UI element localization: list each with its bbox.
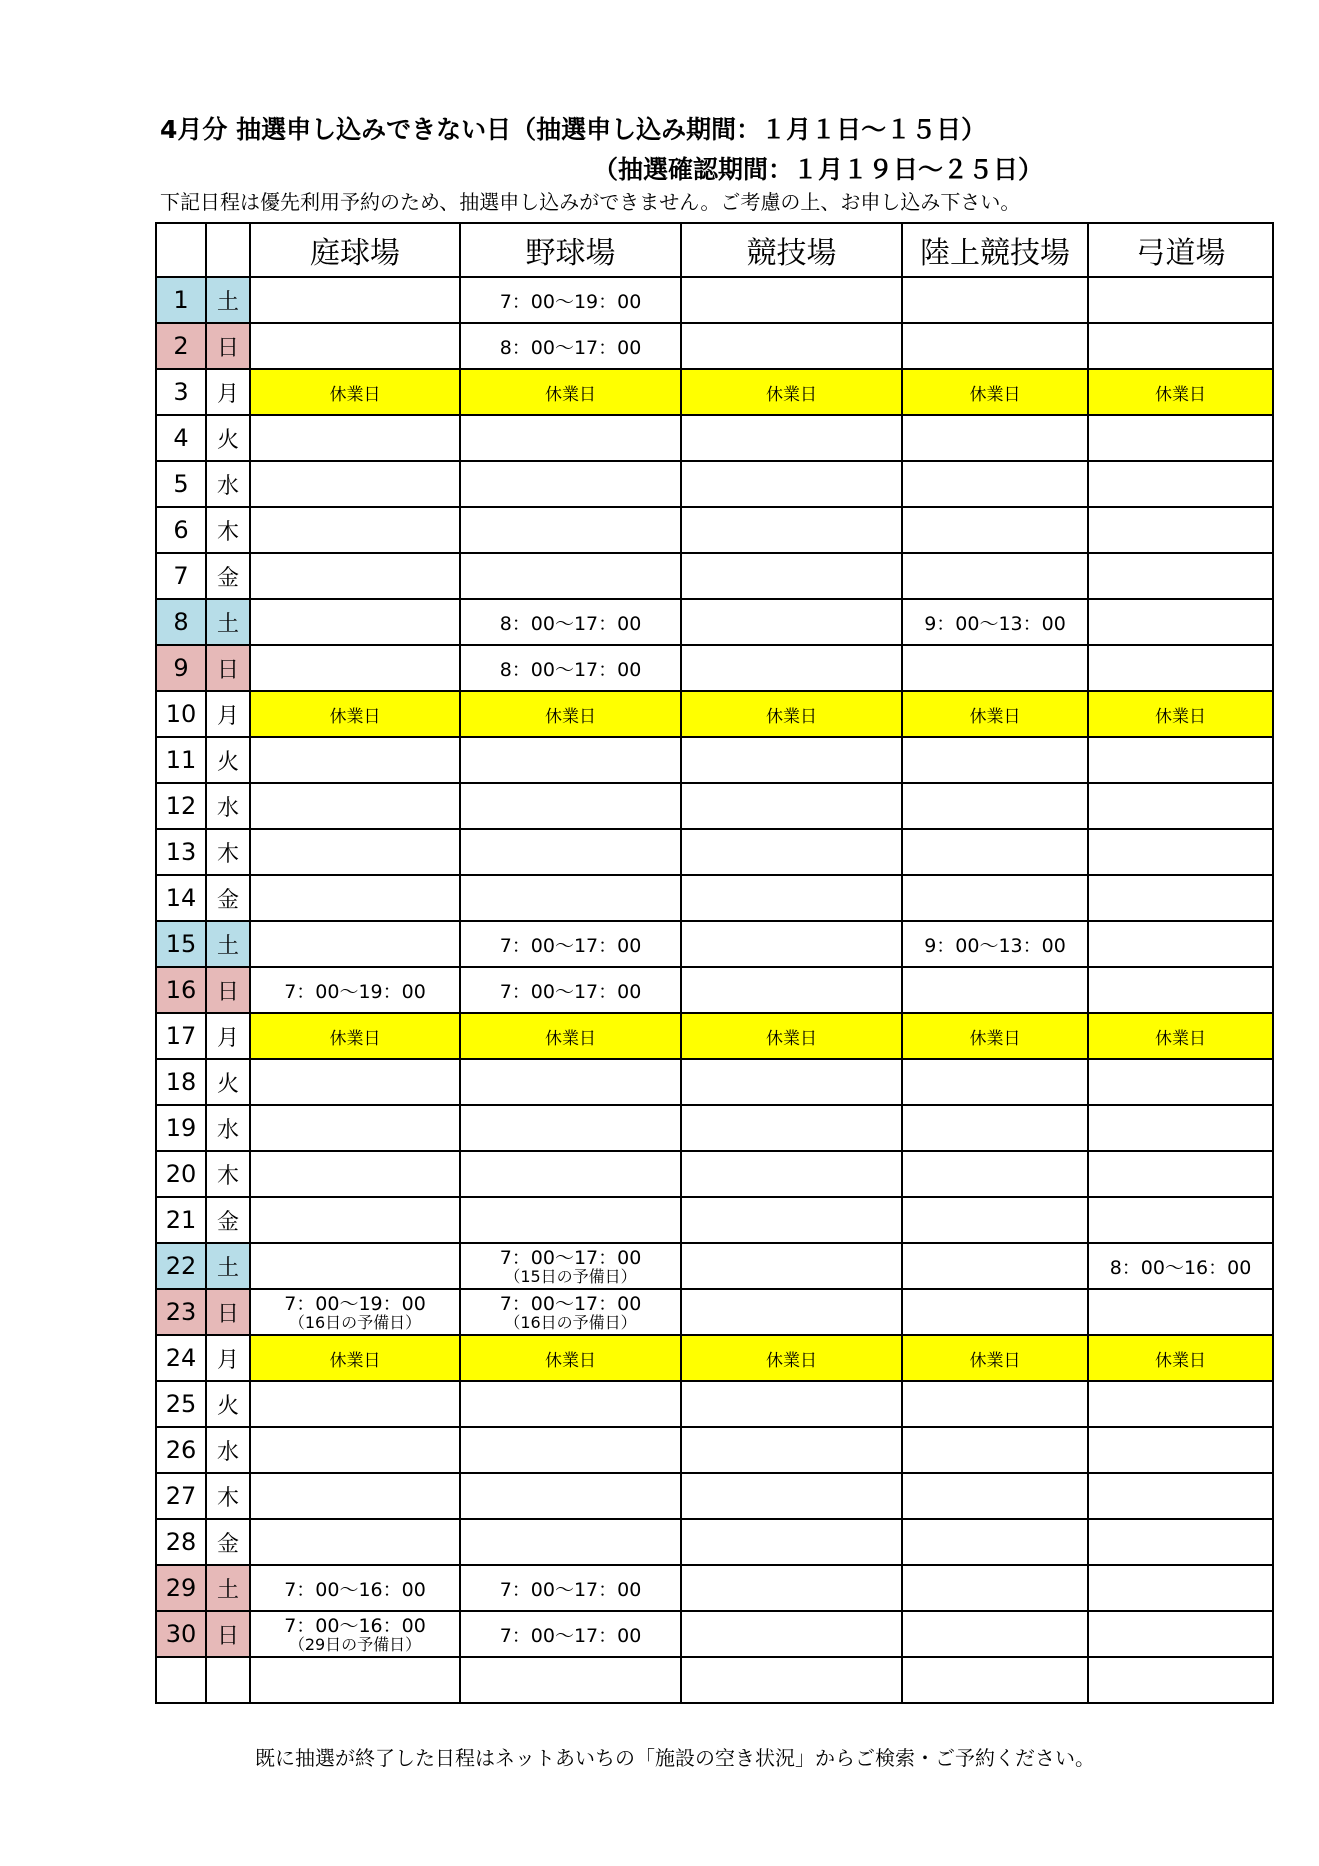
- schedule-cell: 7：00～19：00: [460, 277, 681, 323]
- schedule-cell: 7：00～17：00: [460, 967, 681, 1013]
- schedule-cell: [902, 461, 1088, 507]
- schedule-cell: [902, 829, 1088, 875]
- day-cell: 23: [156, 1289, 206, 1335]
- day-cell: 8: [156, 599, 206, 645]
- schedule-cell: [902, 967, 1088, 1013]
- schedule-cell: [681, 737, 902, 783]
- schedule-cell: 休業日: [460, 1335, 681, 1381]
- schedule-cell: 休業日: [681, 691, 902, 737]
- table-row: [156, 1519, 1273, 1565]
- schedule-cell: [902, 323, 1088, 369]
- page-title: 4月分 抽選申し込みできない日（抽選申し込み期間：１月１日～１５日）: [160, 115, 987, 144]
- schedule-cell: [1088, 461, 1273, 507]
- notice-text: 下記日程は優先利用予約のため、抽選申し込みができません。ご考慮の上、お申し込み下さい。: [160, 190, 1021, 214]
- schedule-cell: [681, 1197, 902, 1243]
- schedule-cell: [250, 921, 460, 967]
- schedule-cell: [250, 737, 460, 783]
- weekday-cell: 土: [206, 599, 250, 645]
- schedule-cell: [681, 875, 902, 921]
- table-row: [156, 1289, 1273, 1335]
- table-row: [156, 461, 1273, 507]
- schedule-cell: 休業日: [902, 369, 1088, 415]
- schedule-cell: [681, 829, 902, 875]
- schedule-cell: [902, 507, 1088, 553]
- schedule-cell: 休業日: [250, 1013, 460, 1059]
- header-stadium: 競技場: [681, 223, 902, 277]
- day-cell: 16: [156, 967, 206, 1013]
- schedule-cell: [460, 415, 681, 461]
- header-day: [156, 223, 206, 277]
- schedule-cell: [460, 783, 681, 829]
- schedule-cell: 休業日: [460, 1013, 681, 1059]
- table-row: [156, 691, 1273, 737]
- table-row: [156, 875, 1273, 921]
- schedule-cell: [250, 783, 460, 829]
- table-row: [156, 1565, 1273, 1611]
- schedule-cell: [1088, 829, 1273, 875]
- schedule-cell: [902, 1427, 1088, 1473]
- day-cell: 17: [156, 1013, 206, 1059]
- schedule-cell: [902, 277, 1088, 323]
- day-cell: 3: [156, 369, 206, 415]
- schedule-cell: [460, 1519, 681, 1565]
- weekday-cell: 日: [206, 1289, 250, 1335]
- day-cell: 1: [156, 277, 206, 323]
- schedule-cell: [1088, 553, 1273, 599]
- day-cell: 12: [156, 783, 206, 829]
- table-row: [156, 1611, 1273, 1657]
- schedule-cell: [902, 1611, 1088, 1657]
- weekday-cell: 月: [206, 1013, 250, 1059]
- schedule-cell: 8：00～17：00: [460, 323, 681, 369]
- day-cell: 11: [156, 737, 206, 783]
- schedule-cell: [902, 737, 1088, 783]
- table-row: [156, 783, 1273, 829]
- day-cell: 29: [156, 1565, 206, 1611]
- schedule-cell: [1088, 507, 1273, 553]
- schedule-cell: [681, 1151, 902, 1197]
- schedule-cell: [460, 875, 681, 921]
- schedule-cell: [681, 1657, 902, 1703]
- schedule-cell: 8：00～17：00: [460, 599, 681, 645]
- schedule-cell: 休業日: [1088, 1013, 1273, 1059]
- day-cell: 13: [156, 829, 206, 875]
- schedule-cell: [681, 1519, 902, 1565]
- weekday-cell: [206, 1657, 250, 1703]
- schedule-cell: [1088, 1381, 1273, 1427]
- header-row: [156, 223, 1273, 277]
- schedule-cell: [1088, 1519, 1273, 1565]
- schedule-cell: [250, 1519, 460, 1565]
- schedule-cell: [1088, 783, 1273, 829]
- schedule-cell: [460, 1105, 681, 1151]
- schedule-cell: 休業日: [460, 691, 681, 737]
- weekday-cell: 土: [206, 921, 250, 967]
- table-row: [156, 599, 1273, 645]
- schedule-cell: 休業日: [681, 1335, 902, 1381]
- schedule-cell: [681, 507, 902, 553]
- schedule-cell: [681, 645, 902, 691]
- table-row: [156, 1197, 1273, 1243]
- weekday-cell: 月: [206, 1335, 250, 1381]
- schedule-cell: [1088, 645, 1273, 691]
- schedule-cell: [250, 829, 460, 875]
- weekday-cell: 水: [206, 783, 250, 829]
- weekday-cell: 土: [206, 277, 250, 323]
- time-range: 7：00～17：00: [499, 1246, 642, 1269]
- schedule-cell: [1088, 875, 1273, 921]
- schedule-cell: [1088, 1657, 1273, 1703]
- reserve-day-note: （15日の予備日）: [504, 1266, 637, 1286]
- schedule-cell: [1088, 1427, 1273, 1473]
- day-cell: 22: [156, 1243, 206, 1289]
- schedule-cell: [1088, 277, 1273, 323]
- schedule-cell: [902, 783, 1088, 829]
- schedule-cell: [902, 1059, 1088, 1105]
- schedule-cell: 9：00～13：00: [902, 921, 1088, 967]
- schedule-cell: [681, 1381, 902, 1427]
- weekday-cell: 木: [206, 829, 250, 875]
- schedule-cell: [1088, 415, 1273, 461]
- time-range: 7：00～17：00: [499, 1292, 642, 1315]
- schedule-cell: [1088, 1473, 1273, 1519]
- schedule-cell: [681, 1059, 902, 1105]
- schedule-cell: [460, 1243, 681, 1289]
- schedule-cell: [681, 461, 902, 507]
- weekday-cell: 日: [206, 967, 250, 1013]
- schedule-cell: [1088, 921, 1273, 967]
- day-cell: 5: [156, 461, 206, 507]
- schedule-cell: [460, 1151, 681, 1197]
- schedule-cell: [1088, 323, 1273, 369]
- table-row: [156, 323, 1273, 369]
- schedule-cell: [250, 1657, 460, 1703]
- table-row: [156, 1243, 1273, 1289]
- schedule-cell: [681, 1611, 902, 1657]
- schedule-cell: [681, 921, 902, 967]
- schedule-cell: [250, 1381, 460, 1427]
- weekday-cell: 火: [206, 737, 250, 783]
- weekday-cell: 水: [206, 1427, 250, 1473]
- day-cell: 9: [156, 645, 206, 691]
- schedule-table: [155, 222, 1274, 1704]
- day-cell: 2: [156, 323, 206, 369]
- table-row: [156, 277, 1273, 323]
- header-weekday: [206, 223, 250, 277]
- weekday-cell: 金: [206, 1197, 250, 1243]
- header-baseball-field: 野球場: [460, 223, 681, 277]
- schedule-cell: [1088, 1197, 1273, 1243]
- table-row: [156, 1657, 1273, 1703]
- day-cell: 24: [156, 1335, 206, 1381]
- schedule-cell: [902, 1289, 1088, 1335]
- day-cell: 6: [156, 507, 206, 553]
- schedule-cell: [902, 1105, 1088, 1151]
- table-row: [156, 1473, 1273, 1519]
- schedule-cell: 休業日: [902, 691, 1088, 737]
- schedule-cell: [250, 461, 460, 507]
- schedule-cell: [250, 553, 460, 599]
- schedule-cell: [1088, 1289, 1273, 1335]
- day-cell: 7: [156, 553, 206, 599]
- schedule-cell: [460, 1657, 681, 1703]
- table-row: [156, 921, 1273, 967]
- schedule-cell: [460, 1289, 681, 1335]
- schedule-cell: [1088, 1105, 1273, 1151]
- table-row: [156, 829, 1273, 875]
- day-cell: 14: [156, 875, 206, 921]
- schedule-cell: [460, 1059, 681, 1105]
- schedule-cell: [460, 737, 681, 783]
- weekday-cell: 火: [206, 415, 250, 461]
- schedule-cell: [460, 1381, 681, 1427]
- schedule-cell: [250, 1427, 460, 1473]
- schedule-cell: 休業日: [1088, 691, 1273, 737]
- schedule-cell: [681, 323, 902, 369]
- table-row: [156, 737, 1273, 783]
- schedule-cell: 休業日: [902, 1013, 1088, 1059]
- schedule-cell: [681, 1105, 902, 1151]
- weekday-cell: 木: [206, 507, 250, 553]
- schedule-cell: [1088, 1565, 1273, 1611]
- schedule-cell: [460, 1427, 681, 1473]
- schedule-cell: [460, 1473, 681, 1519]
- table-row: [156, 1059, 1273, 1105]
- schedule-cell: [902, 1197, 1088, 1243]
- day-cell: 27: [156, 1473, 206, 1519]
- schedule-cell: [250, 415, 460, 461]
- table-row: [156, 645, 1273, 691]
- day-cell: 28: [156, 1519, 206, 1565]
- schedule-cell: 休業日: [681, 369, 902, 415]
- schedule-cell: 休業日: [460, 369, 681, 415]
- schedule-cell: 8：00～17：00: [460, 645, 681, 691]
- day-cell: 30: [156, 1611, 206, 1657]
- weekday-cell: 木: [206, 1473, 250, 1519]
- schedule-cell: [681, 599, 902, 645]
- schedule-cell: [250, 599, 460, 645]
- day-cell: 18: [156, 1059, 206, 1105]
- table-row: [156, 369, 1273, 415]
- weekday-cell: 日: [206, 323, 250, 369]
- weekday-cell: 金: [206, 553, 250, 599]
- schedule-cell: 7：00～16：00: [250, 1565, 460, 1611]
- day-cell: 15: [156, 921, 206, 967]
- schedule-cell: 休業日: [902, 1335, 1088, 1381]
- schedule-cell: 休業日: [1088, 1335, 1273, 1381]
- schedule-cell: [460, 1197, 681, 1243]
- weekday-cell: 水: [206, 461, 250, 507]
- schedule-cell: [902, 645, 1088, 691]
- table-row: [156, 1381, 1273, 1427]
- day-cell: 21: [156, 1197, 206, 1243]
- reserve-day-note: （16日の予備日）: [288, 1312, 422, 1332]
- schedule-cell: [681, 1243, 902, 1289]
- schedule-cell: [460, 553, 681, 599]
- table-row: [156, 553, 1273, 599]
- day-cell: 26: [156, 1427, 206, 1473]
- weekday-cell: 月: [206, 691, 250, 737]
- day-cell: [156, 1657, 206, 1703]
- schedule-cell: [250, 1289, 460, 1335]
- schedule-cell: [250, 1611, 460, 1657]
- schedule-cell: [681, 277, 902, 323]
- weekday-cell: 土: [206, 1243, 250, 1289]
- day-cell: 25: [156, 1381, 206, 1427]
- schedule-cell: 休業日: [1088, 369, 1273, 415]
- schedule-cell: [250, 1473, 460, 1519]
- schedule-cell: [902, 1565, 1088, 1611]
- schedule-cell: [460, 507, 681, 553]
- schedule-cell: 9：00～13：00: [902, 599, 1088, 645]
- weekday-cell: 火: [206, 1381, 250, 1427]
- schedule-cell: [902, 415, 1088, 461]
- schedule-cell: 7：00～19：00: [250, 967, 460, 1013]
- schedule-cell: [902, 1519, 1088, 1565]
- day-cell: 20: [156, 1151, 206, 1197]
- schedule-cell: 休業日: [681, 1013, 902, 1059]
- schedule-cell: [681, 967, 902, 1013]
- time-range: 7：00～16：00: [284, 1614, 426, 1637]
- schedule-cell: 8：00～16：00: [1088, 1243, 1273, 1289]
- schedule-cell: [250, 323, 460, 369]
- day-cell: 19: [156, 1105, 206, 1151]
- schedule-cell: [1088, 1611, 1273, 1657]
- weekday-cell: 金: [206, 1519, 250, 1565]
- schedule-cell: [1088, 1151, 1273, 1197]
- table-row: [156, 1151, 1273, 1197]
- time-range: 7：00～19：00: [284, 1292, 426, 1315]
- weekday-cell: 金: [206, 875, 250, 921]
- weekday-cell: 日: [206, 645, 250, 691]
- weekday-cell: 日: [206, 1611, 250, 1657]
- table-row: [156, 1335, 1273, 1381]
- schedule-cell: [902, 1473, 1088, 1519]
- schedule-cell: [902, 1657, 1088, 1703]
- schedule-cell: [250, 1059, 460, 1105]
- table-row: [156, 415, 1273, 461]
- schedule-cell: 7：00～17：00: [460, 1611, 681, 1657]
- schedule-cell: [1088, 967, 1273, 1013]
- schedule-body: [156, 277, 1273, 1703]
- weekday-cell: 月: [206, 369, 250, 415]
- schedule-cell: 休業日: [250, 1335, 460, 1381]
- schedule-cell: [250, 875, 460, 921]
- schedule-cell: [250, 277, 460, 323]
- schedule-cell: [250, 507, 460, 553]
- schedule-cell: [1088, 1059, 1273, 1105]
- schedule-cell: 休業日: [250, 369, 460, 415]
- schedule-cell: [460, 461, 681, 507]
- schedule-cell: [681, 1473, 902, 1519]
- header-athletics-field: 陸上競技場: [902, 223, 1088, 277]
- schedule-cell: [250, 1243, 460, 1289]
- table-row: [156, 1427, 1273, 1473]
- schedule-cell: [250, 1105, 460, 1151]
- schedule-cell: [902, 1151, 1088, 1197]
- page-subtitle: （抽選確認期間：１月１９日～２５日）: [593, 155, 1044, 184]
- schedule-cell: [681, 1427, 902, 1473]
- footer-note: 既に抽選が終了した日程はネットあいちの「施設の空き状況」からご検索・ご予約ください。: [255, 1746, 1095, 1770]
- schedule-cell: [902, 875, 1088, 921]
- schedule-cell: [902, 1243, 1088, 1289]
- schedule-cell: [460, 829, 681, 875]
- table-row: [156, 1013, 1273, 1059]
- schedule-cell: [681, 415, 902, 461]
- table-row: [156, 507, 1273, 553]
- schedule-cell: [681, 1289, 902, 1335]
- schedule-cell: [902, 553, 1088, 599]
- schedule-cell: [681, 783, 902, 829]
- day-cell: 4: [156, 415, 206, 461]
- schedule-cell: [1088, 599, 1273, 645]
- weekday-cell: 木: [206, 1151, 250, 1197]
- day-cell: 10: [156, 691, 206, 737]
- header-archery-range: 弓道場: [1088, 223, 1273, 277]
- weekday-cell: 火: [206, 1059, 250, 1105]
- schedule-cell: [681, 1565, 902, 1611]
- schedule-cell: [250, 1151, 460, 1197]
- table-row: [156, 967, 1273, 1013]
- reserve-day-note: （16日の予備日）: [504, 1312, 637, 1332]
- schedule-cell: [902, 1381, 1088, 1427]
- schedule-cell: [250, 1197, 460, 1243]
- schedule-cell: [1088, 737, 1273, 783]
- header-tennis-court: 庭球場: [250, 223, 460, 277]
- reserve-day-note: （29日の予備日）: [288, 1634, 422, 1654]
- schedule-cell: [681, 553, 902, 599]
- table-row: [156, 1105, 1273, 1151]
- schedule-cell: [250, 645, 460, 691]
- weekday-cell: 土: [206, 1565, 250, 1611]
- schedule-cell: 7：00～17：00: [460, 1565, 681, 1611]
- weekday-cell: 水: [206, 1105, 250, 1151]
- schedule-cell: 7：00～17：00: [460, 921, 681, 967]
- schedule-cell: 休業日: [250, 691, 460, 737]
